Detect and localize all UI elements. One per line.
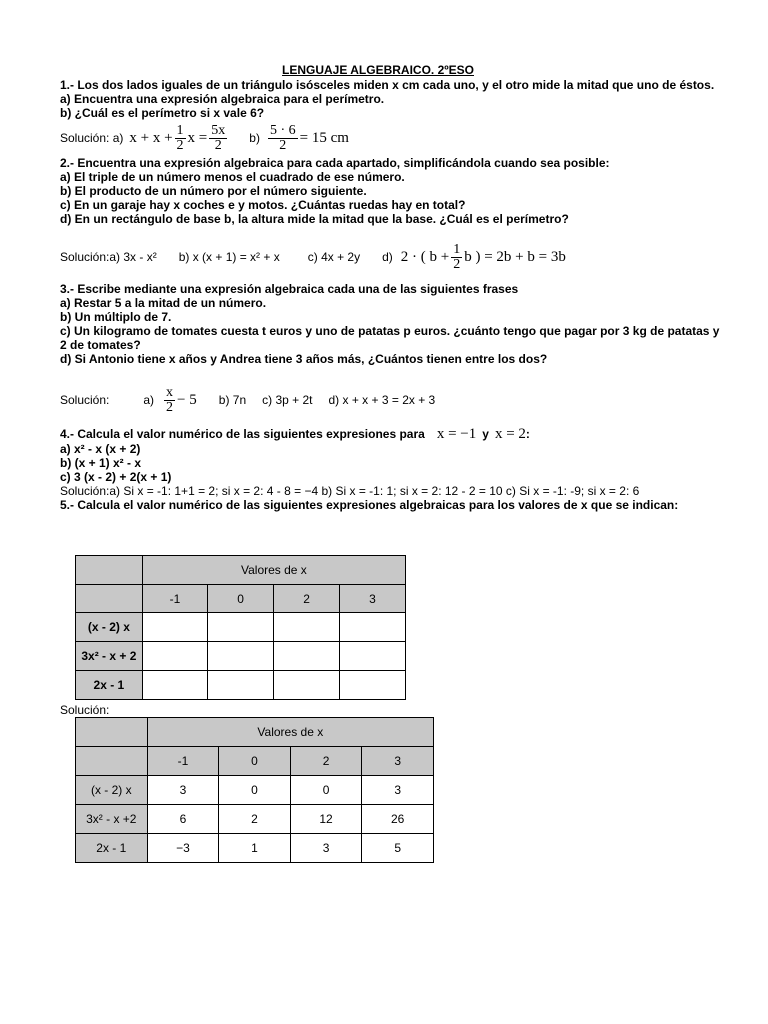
answer-cell[interactable] [142,642,207,671]
q2-sol-d-label: d) [382,250,393,264]
answer-cell[interactable] [208,671,274,700]
table-corner [76,556,143,585]
row-header: 2x - 1 [76,671,143,700]
q2-sol-b: b) x (x + 1) = x² + x [178,250,280,264]
q2-part-a: a) El triple de un número menos el cuadrado de ese número. [60,170,405,184]
table-header: Valores de x [142,556,405,585]
q1-part-b: b) ¿Cuál es el perímetro si x vale 6? [60,106,265,120]
value-cell: −3 [147,834,219,863]
q3-sol-a-fraction: $\frac{x}{2}$ [166,384,174,415]
answer-cell[interactable] [340,671,406,700]
q1-statement: 1.- Los dos lados iguales de un triángulo isósceles miden x cm cada uno, y el otro mide la mitad que uno de éstos. [60,78,715,92]
column-header: 2 [274,585,340,613]
q4-part-a: a) x² - x (x + 2) [60,442,141,456]
answer-cell[interactable] [208,613,274,642]
column-header: 3 [362,747,434,776]
q3-sol-a-right: − 5 [177,391,197,408]
column-header: 0 [219,747,291,776]
column-header: -1 [142,585,207,613]
q4-solution: Solución:a) Si x = -1: 1+1 = 2; si x = 2: 4 - 8 = −4 b) Si x = -1: 1; si x = 2: 12 - 2 = 10 c) Si x = -1: -9; si x = 2: 6 [60,484,640,498]
answer-cell[interactable] [142,671,207,700]
answer-cell[interactable] [142,613,207,642]
q1-part-a: a) Encuentra una expresión algebraica para el perímetro. [60,92,385,106]
q3-part-a: a) Restar 5 a la mitad de un número. [60,296,267,310]
value-cell: 6 [147,805,219,834]
q1-sol-a-left: x + x + [129,129,173,146]
q5-exercise-table [75,555,406,700]
q5-statement: 5.- Calcula el valor numérico de las siguientes expresiones algebraicas para los valores de x que se indican: [60,498,679,512]
q1-sol-b-fraction: $\frac{5 \cdot 6}{2}$ [269,122,296,153]
answer-cell[interactable] [274,613,340,642]
q3-statement: 3.- Escribe mediante una expresión algebraica cada una de las siguientes frases [60,282,519,296]
row-header: (x - 2) x [76,613,143,642]
q2-sol-c: c) 4x + 2y [307,250,361,264]
answer-cell[interactable] [340,642,406,671]
q4-and: y [482,427,489,441]
q2-sol-d-left: 2 · ( b + [400,248,450,265]
q3-sol-c: c) 3p + 2t [262,393,313,407]
q2-part-c: c) En un garaje hay x coches e y motos. ¿Cuántas ruedas hay en total? [60,198,466,212]
q5-solution-label: Solución: [60,703,110,717]
value-cell: 3 [362,776,434,805]
value-cell: 5 [362,834,434,863]
value-cell: 3 [147,776,219,805]
q1-solution [60,120,728,156]
q3-part-c: c) Un kilogramo de tomates cuesta t euros y uno de patatas p euros. ¿cuánto tengo que pagar por 3 kg de patatas y 2 de tomates? [60,324,720,352]
worksheet [60,63,728,512]
q2-solution [60,226,728,282]
row-header: (x - 2) x [76,776,148,805]
page-title: LENGUAJE ALGEBRAICO. 2ºESO [282,63,474,77]
q4-condition-2: x = 2 [494,426,526,442]
row-header: 3x² - x +2 [76,805,148,834]
value-cell: 0 [219,776,291,805]
q2-part-b: b) El producto de un número por el número siguiente. [60,184,367,198]
q5-solution-table [75,717,434,863]
q1-solution-label: Solución: a) [60,131,124,145]
answer-cell[interactable] [274,671,340,700]
table-corner [76,718,148,747]
column-header: 2 [290,747,362,776]
value-cell: 1 [219,834,291,863]
q3-sol-a-label: a) [143,393,155,407]
q4-part-b: b) (x + 1) x² - x [60,456,142,470]
table-header: Valores de x [147,718,433,747]
value-cell: 3 [290,834,362,863]
q3-part-d: d) Si Antonio tiene x años y Andrea tiene 3 años más, ¿Cuántos tienen entre los dos? [60,352,548,366]
column-header: -1 [147,747,219,776]
value-cell: 2 [219,805,291,834]
q4-statement-row [60,426,728,442]
q2-statement: 2.- Encuentra una expresión algebraica para cada apartado, simplificándola cuando sea posible: [60,156,610,170]
q1-sol-a-result: $\frac{5x}{2}$ [211,122,226,153]
q2-sol-a: Solución:a) 3x - x² [60,250,157,264]
answer-cell[interactable] [340,613,406,642]
row-header: 3x² - x + 2 [76,642,143,671]
q4-statement: 4.- Calcula el valor numérico de las siguientes expresiones para [60,427,425,441]
q3-sol-d: d) x + x + 3 = 2x + 3 [328,393,436,407]
q1-sol-b-result: = 15 cm [299,129,349,146]
value-cell: 0 [290,776,362,805]
q3-solution-label: Solución: [60,393,110,407]
q3-solution [60,366,728,426]
q4-colon: : [525,427,530,441]
column-header: 0 [208,585,274,613]
q4-part-c: c) 3 (x - 2) + 2(x + 1) [60,470,172,484]
q2-sol-d-fraction: $\frac{1}{2}$ [453,241,461,272]
q1-sol-a-mid: x = [187,129,208,146]
table-corner [76,747,148,776]
q3-part-b: b) Un múltiplo de 7. [60,310,172,324]
row-header: 2x - 1 [76,834,148,863]
column-header: 3 [340,585,406,613]
q1-sol-b-label: b) [249,131,260,145]
value-cell: 12 [290,805,362,834]
answer-cell[interactable] [274,642,340,671]
q4-condition-1: x = −1 [436,426,477,442]
q2-sol-d-right: b ) = 2b + b = 3b [464,248,566,265]
q2-part-d: d) En un rectángulo de base b, la altura mide la mitad que la base. ¿Cuál es el perímetro? [60,212,569,226]
table-corner [76,585,143,613]
q1-sol-a-fraction: $\frac{1}{2}$ [176,122,184,153]
q3-sol-b: b) 7n [218,393,247,407]
value-cell: 26 [362,805,434,834]
answer-cell[interactable] [208,642,274,671]
